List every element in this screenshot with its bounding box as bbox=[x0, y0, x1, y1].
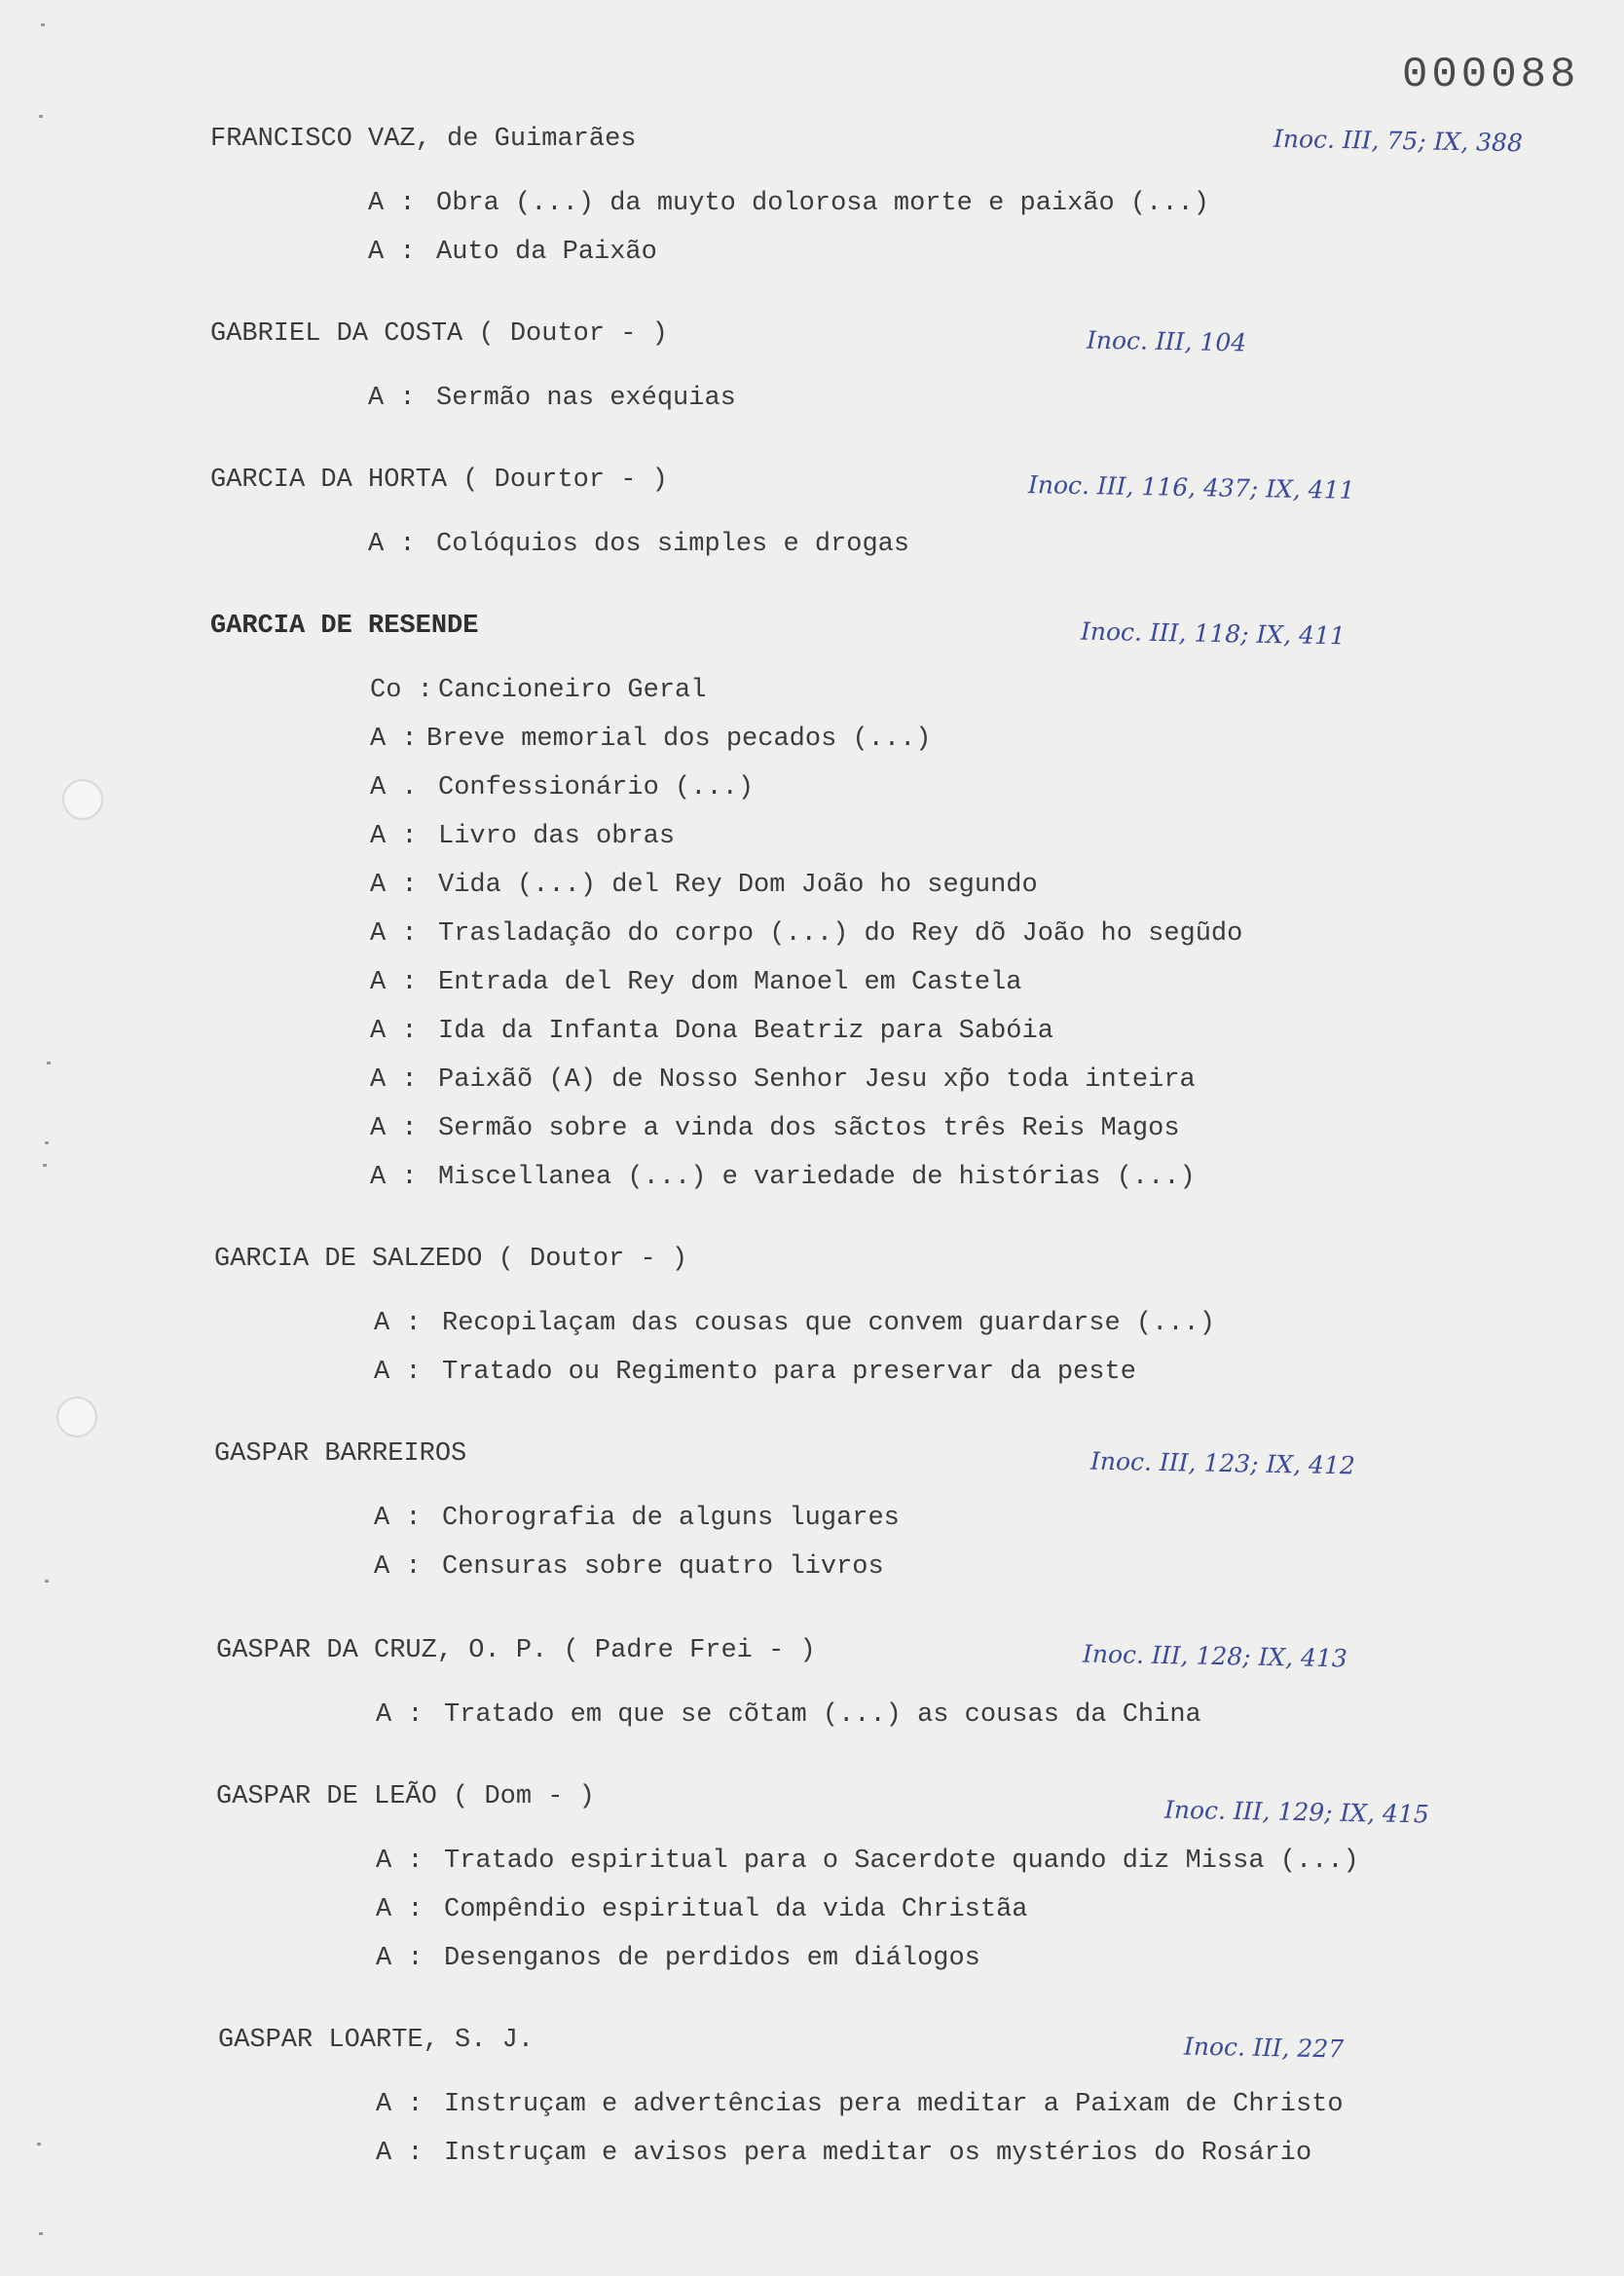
work-entry bbox=[376, 1847, 1359, 1876]
work-entry bbox=[370, 1163, 1196, 1192]
work-entry bbox=[368, 238, 657, 267]
bibliography-annotation: Inoc. III, 123; IX, 412 bbox=[1089, 1446, 1356, 1480]
bibliography-annotation: Inoc. III, 118; IX, 411 bbox=[1080, 616, 1347, 651]
work-entry bbox=[376, 1700, 1201, 1730]
margin-speck bbox=[37, 2143, 41, 2145]
entry-code: A : bbox=[376, 2139, 424, 2168]
entry-title: Sermão sobre a vinda dos sãctos três Reis Magos bbox=[438, 1114, 1180, 1143]
entry-title: Colóquios dos simples e drogas bbox=[436, 530, 910, 559]
work-entry bbox=[370, 871, 1038, 900]
entry-code: A : bbox=[370, 1017, 418, 1046]
author-heading: GASPAR DE LEÃO ( Dom - ) bbox=[216, 1782, 595, 1811]
author-heading: GARCIA DA HORTA ( Dourtor - ) bbox=[210, 466, 668, 495]
entry-title: Tratado em que se cõtam (...) as cousas da China bbox=[444, 1700, 1201, 1730]
entry-title: Instruçam e avisos pera meditar os mystérios do Rosário bbox=[444, 2139, 1312, 2168]
entry-title: Instruçam e advertências pera meditar a Paixam de Christo bbox=[444, 2090, 1344, 2119]
work-entry bbox=[370, 773, 754, 802]
page-number: 000088 bbox=[1402, 51, 1580, 99]
entry-title: Breve memorial dos pecados (...) bbox=[426, 725, 932, 754]
bibliography-annotation: Inoc. III, 129; IX, 415 bbox=[1163, 1795, 1430, 1829]
margin-speck bbox=[47, 1062, 51, 1064]
entry-code: A : bbox=[376, 1944, 424, 1973]
entry-code: A : bbox=[370, 822, 418, 851]
entry-title: Compêndio espiritual da vida Christãa bbox=[444, 1895, 1028, 1924]
entry-code: A : bbox=[368, 238, 416, 267]
margin-speck bbox=[45, 1580, 49, 1583]
work-entry bbox=[368, 189, 1209, 218]
work-entry bbox=[376, 2139, 1311, 2168]
work-entry bbox=[374, 1552, 884, 1582]
entry-code: A : bbox=[370, 1163, 418, 1192]
work-entry bbox=[374, 1504, 900, 1533]
entry-code: A : bbox=[370, 1065, 418, 1095]
entry-code: A : bbox=[370, 1114, 418, 1143]
work-entry bbox=[376, 1944, 980, 1973]
entry-title: Entrada del Rey dom Manoel em Castela bbox=[438, 968, 1022, 997]
work-entry bbox=[374, 1358, 1136, 1387]
entry-title: Trasladação do corpo (...) do Rey dõ João ho segũdo bbox=[438, 919, 1243, 949]
bibliography-annotation: Inoc. III, 116, 437; IX, 411 bbox=[1027, 470, 1355, 504]
entry-title: Tratado ou Regimento para preservar da peste bbox=[442, 1358, 1136, 1387]
entry-code: A : bbox=[374, 1504, 422, 1533]
entry-code: A : bbox=[374, 1552, 422, 1582]
author-heading: GARCIA DE SALZEDO ( Doutor - ) bbox=[214, 1245, 688, 1274]
bibliography-annotation: Inoc. III, 128; IX, 413 bbox=[1082, 1639, 1348, 1673]
work-entry bbox=[370, 919, 1242, 949]
entry-title: Desenganos de perdidos em diálogos bbox=[444, 1944, 980, 1973]
work-entry bbox=[370, 822, 675, 851]
entry-code: A : bbox=[376, 1847, 424, 1876]
entry-title: Confessionário (...) bbox=[438, 773, 755, 802]
entry-code: A : bbox=[374, 1309, 422, 1338]
entry-title: Obra (...) da muyto dolorosa morte e paixão (...) bbox=[436, 189, 1209, 218]
entry-title: Cancioneiro Geral bbox=[438, 676, 707, 705]
entry-title: Vida (...) del Rey Dom João ho segundo bbox=[438, 871, 1038, 900]
author-heading: GARCIA DE RESENDE bbox=[210, 612, 479, 641]
entry-code: A : bbox=[368, 384, 416, 413]
entry-code: A : bbox=[368, 530, 416, 559]
margin-speck bbox=[45, 1141, 49, 1144]
entry-title: Miscellanea (...) e variedade de histórias (...) bbox=[438, 1163, 1196, 1192]
entry-title: Chorografia de alguns lugares bbox=[442, 1504, 900, 1533]
work-entry bbox=[370, 676, 706, 705]
entry-code: A : bbox=[376, 1700, 424, 1730]
bibliography-annotation: Inoc. III, 75; IX, 388 bbox=[1273, 124, 1524, 158]
bibliography-annotation: Inoc. III, 227 bbox=[1183, 2032, 1345, 2064]
entry-code: A : bbox=[370, 725, 418, 754]
entry-code: A : bbox=[370, 968, 418, 997]
work-entry bbox=[368, 384, 736, 413]
work-entry bbox=[370, 1065, 1196, 1095]
work-entry bbox=[370, 1114, 1180, 1143]
entry-code: A : bbox=[376, 1895, 424, 1924]
work-entry bbox=[374, 1309, 1215, 1338]
work-entry bbox=[370, 968, 1022, 997]
punch-hole-lower bbox=[56, 1397, 97, 1437]
work-entry bbox=[376, 2090, 1344, 2119]
work-entry bbox=[370, 725, 931, 754]
entry-code: A : bbox=[374, 1358, 422, 1387]
entry-code: A : bbox=[368, 189, 416, 218]
author-heading: FRANCISCO VAZ, de Guimarães bbox=[210, 125, 637, 154]
entry-title: Ida da Infanta Dona Beatriz para Sabóia bbox=[438, 1017, 1053, 1046]
margin-speck bbox=[43, 1164, 47, 1167]
punch-hole-upper bbox=[62, 779, 103, 820]
entry-code: Co : bbox=[370, 676, 433, 705]
work-entry bbox=[376, 1895, 1028, 1924]
entry-title: Tratado espiritual para o Sacerdote quando diz Missa (...) bbox=[444, 1847, 1359, 1876]
entry-title: Censuras sobre quatro livros bbox=[442, 1552, 884, 1582]
margin-speck bbox=[39, 115, 43, 118]
author-heading: GASPAR DA CRUZ, O. P. ( Padre Frei - ) bbox=[216, 1636, 816, 1665]
entry-title: Paixãõ (A) de Nosso Senhor Jesu xp̃o toda inteira bbox=[438, 1065, 1196, 1095]
author-heading: GASPAR BARREIROS bbox=[214, 1439, 467, 1469]
work-entry bbox=[370, 1017, 1053, 1046]
author-heading: GABRIEL DA COSTA ( Doutor - ) bbox=[210, 319, 668, 349]
entry-title: Sermão nas exéquias bbox=[436, 384, 736, 413]
margin-speck bbox=[39, 2232, 43, 2235]
entry-code: A . bbox=[370, 773, 418, 802]
author-heading: GASPAR LOARTE, S. J. bbox=[218, 2026, 535, 2055]
entry-title: Auto da Paixão bbox=[436, 238, 657, 267]
margin-speck bbox=[41, 23, 45, 26]
entry-title: Recopilaçam das cousas que convem guardarse (...) bbox=[442, 1309, 1215, 1338]
entry-code: A : bbox=[370, 871, 418, 900]
bibliography-annotation: Inoc. III, 104 bbox=[1086, 325, 1247, 357]
entry-title: Livro das obras bbox=[438, 822, 676, 851]
entry-code: A : bbox=[370, 919, 418, 949]
entry-code: A : bbox=[376, 2090, 424, 2119]
work-entry bbox=[368, 530, 909, 559]
